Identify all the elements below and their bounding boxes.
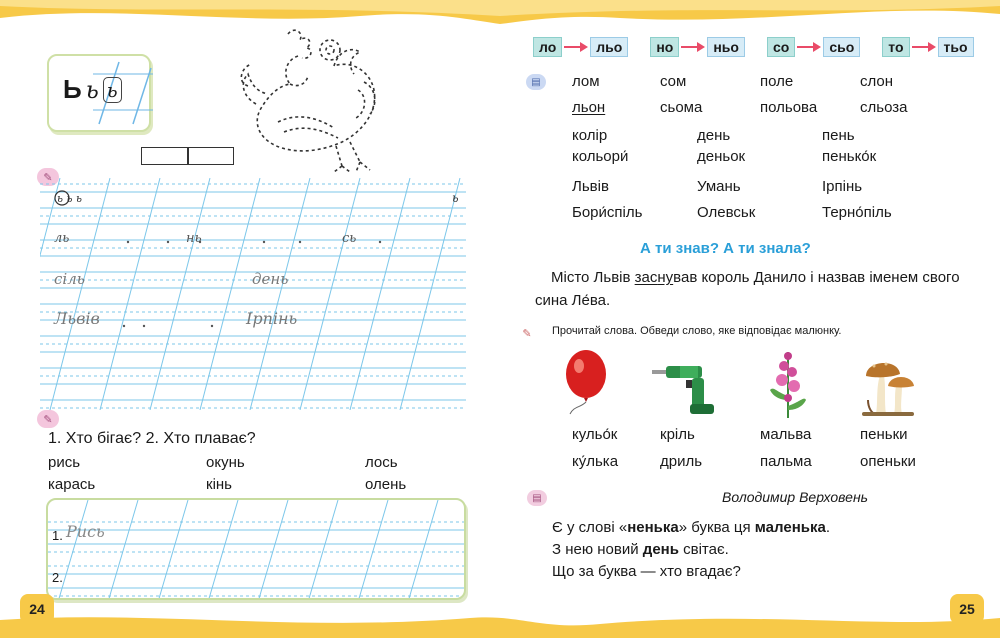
pic-word[interactable]: ку́лька — [572, 453, 619, 470]
pencil-icon: ✎ — [37, 168, 59, 186]
syllable-soft: льо — [590, 37, 628, 57]
poem-bold: ненька — [627, 519, 679, 536]
word-karas: карась — [48, 476, 96, 493]
syllable-hard: но — [650, 37, 679, 57]
rooster-dotted-icon — [238, 26, 398, 176]
para-part: вав король Данило і назвав іменем свого сина Ле́ва. — [535, 269, 960, 309]
pic-word[interactable]: кріль — [660, 426, 695, 443]
poem-bold: маленька — [754, 519, 826, 536]
grid-row1-end: ь — [452, 191, 459, 205]
syllable-hard: ло — [533, 37, 562, 57]
pic-word[interactable]: пеньки — [860, 426, 908, 443]
pic-word[interactable]: дриль — [660, 453, 703, 470]
poem-line-2 — [552, 539, 830, 561]
writing-grid — [40, 178, 466, 410]
pic-word[interactable]: опеньки — [860, 453, 916, 470]
word: Олевськ — [697, 204, 756, 221]
grid-row2-c: сь — [342, 231, 357, 246]
word: сльоза — [860, 99, 908, 116]
page-number-left: 24 — [20, 594, 54, 624]
page-number-right: 25 — [950, 594, 984, 624]
grid-row3-b: день — [252, 270, 289, 288]
letter-card — [47, 54, 151, 132]
poem-text: Є у слові « — [552, 519, 628, 536]
arrow-right-icon — [681, 42, 705, 52]
section-title: А ти знав? А ти знала? — [640, 240, 811, 257]
questions-text: 1. Хто бігає? 2. Хто плаває? — [48, 430, 256, 447]
letter-script: ь — [85, 75, 99, 104]
para-underlined: ну — [657, 269, 674, 286]
poem-bold: день — [642, 541, 679, 558]
word: польова — [760, 99, 818, 116]
word: лом — [572, 73, 600, 90]
grid-row1-start: ь ь ь — [57, 192, 82, 205]
pencil-icon: ✎ — [37, 410, 59, 428]
pic-word[interactable]: мальва — [760, 426, 812, 443]
balloon-icon — [560, 346, 612, 418]
word: пенько́к — [822, 148, 877, 165]
word: Умань — [697, 178, 741, 195]
word: деньок — [697, 148, 746, 165]
bottom-decorative-band — [0, 610, 1000, 638]
grid-row3-a: сіль — [54, 270, 85, 288]
history-paragraph — [535, 266, 965, 312]
word: поле — [760, 73, 794, 90]
pencil-icon: ✎ — [522, 327, 532, 340]
drill-icon — [648, 346, 720, 418]
word: сьома — [660, 99, 703, 116]
word: слон — [860, 73, 894, 90]
syllable-transforms — [533, 37, 974, 57]
word-underlined: льон — [572, 99, 606, 116]
answer-line2-number: 2. — [52, 570, 63, 585]
syllable-hard: со — [767, 37, 795, 57]
grid-row4-a: Львів — [54, 309, 100, 328]
syllable-transform — [650, 37, 745, 57]
word-okun: окунь — [206, 454, 245, 471]
arrow-right-icon — [797, 42, 821, 52]
answer-grid — [48, 500, 466, 600]
word: кольори́ — [572, 148, 629, 165]
word: день — [697, 127, 731, 144]
instruction-text: Прочитай слова. Обведи слово, яке відповідає малюнку. — [552, 325, 842, 337]
arrow-right-icon — [912, 42, 936, 52]
grid-row2-a: ль — [54, 231, 70, 246]
para-part: Місто Львів — [551, 269, 635, 286]
para-underlined: зас — [634, 269, 658, 286]
poem — [552, 517, 830, 583]
syllable-hard: то — [882, 37, 909, 57]
word: Ірпінь — [822, 178, 863, 195]
mushrooms-icon — [860, 346, 916, 418]
poem-text: . — [825, 519, 830, 536]
poem-text: світає. — [678, 541, 729, 558]
word: сом — [660, 73, 687, 90]
word-olen: олень — [365, 476, 407, 493]
syllable-soft: тьо — [938, 37, 974, 57]
syllable-soft: сьо — [823, 37, 860, 57]
word-kin: кінь — [206, 476, 232, 493]
poem-line-3: Що за буква — хто вгадає? — [552, 563, 741, 580]
answer-line1-text: Рись — [66, 522, 105, 541]
sound-scheme — [141, 147, 234, 165]
word-risʹ: рись — [48, 454, 81, 471]
letter-boxed: ь — [103, 77, 122, 103]
book-icon: ▤ — [527, 490, 547, 506]
poem-text: З нею новий — [552, 541, 643, 558]
top-decorative-band — [0, 0, 1000, 30]
grid-row2-b: нь — [186, 231, 202, 246]
letter-print: Ь — [63, 74, 82, 104]
poem-text: » буква ця — [678, 519, 755, 536]
word-los: лось — [365, 454, 398, 471]
sound-box — [141, 147, 188, 165]
sound-box — [188, 147, 235, 165]
answer-write-box[interactable] — [46, 498, 466, 600]
pic-word[interactable]: кульо́к — [572, 426, 618, 443]
syllable-transform — [533, 37, 628, 57]
word: Терно́піль — [822, 204, 892, 221]
syllable-soft: ньо — [707, 37, 745, 57]
pic-word[interactable]: пальма — [760, 453, 812, 470]
syllable-transform — [882, 37, 973, 57]
poem-author: Володимир Верховень — [722, 489, 869, 505]
grid-row4-b: Ірпінь — [246, 309, 298, 328]
word: пень — [822, 127, 855, 144]
poem-line-1 — [552, 517, 830, 539]
word: Бори́спіль — [572, 204, 643, 221]
word: колір — [572, 127, 608, 144]
syllable-transform — [767, 37, 860, 57]
book-icon: ▤ — [526, 74, 546, 90]
word: Львів — [572, 178, 609, 195]
arrow-right-icon — [564, 42, 588, 52]
answer-line1-number: 1. — [52, 528, 63, 543]
mallow-flower-icon — [766, 346, 810, 418]
